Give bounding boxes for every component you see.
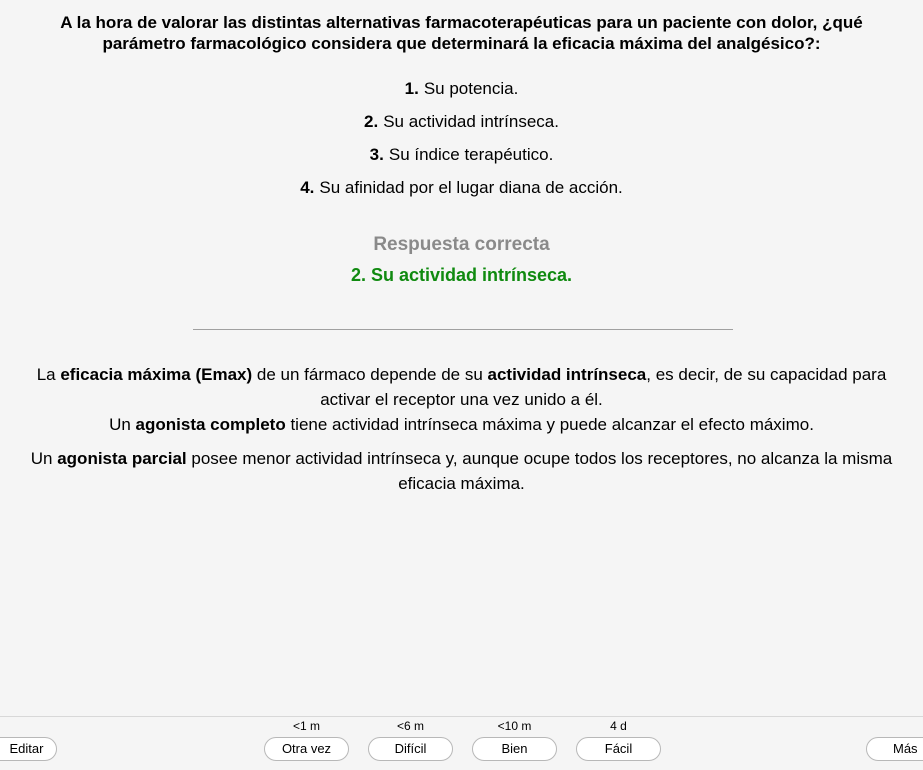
again-button[interactable]: Otra vez [264,737,349,761]
explanation-paragraph [10,362,913,412]
interval-label-again: <1 m [292,719,320,733]
option-item [0,176,923,209]
explanation-paragraph [10,412,913,437]
option-item [0,77,923,110]
more-button[interactable]: Más [866,737,923,761]
interval-label-easy: 4 d [610,719,627,733]
option-item [0,143,923,176]
options-list [0,77,923,209]
explanation-bold: agonista completo [135,415,286,434]
interval-label-good: <10 m [497,719,532,733]
explanation-text: La [36,365,61,384]
divider [193,329,733,330]
explanation [10,362,913,505]
interval-label-hard: <6 m [396,719,424,733]
option-text: Su índice terapéutico. [388,145,554,164]
option-text: Su actividad intrínseca. [383,112,559,131]
option-item [0,110,923,143]
hard-button[interactable]: Difícil [368,737,453,761]
question-text: A la hora de valorar las distintas alternativas farmacoterapéuticas para un paciente con dolor, ¿qué parámetro farmacológico considera que determinará la eficacia máxima del analgésico?: [60,13,863,53]
explanation-text: posee menor actividad intrínseca y, aunque ocupe todos los receptores, no alcanza la misma eficacia máxima. [186,449,893,493]
explanation-bold: actividad intrínseca [487,365,647,384]
option-number: 1. [404,79,419,98]
option-text: Su afinidad por el lugar diana de acción. [319,178,623,197]
explanation-text: tiene actividad intrínseca máxima y puede alcanzar el efecto máximo. [285,415,814,434]
answer-heading: Respuesta correcta [373,234,550,255]
correct-answer: 2. Su actividad intrínseca. [350,265,573,285]
option-number: 2. [364,112,379,131]
explanation-bold: eficacia máxima (Emax) [60,365,253,384]
explanation-text: , es decir, de su capacidad para activar el receptor una vez unido a él. [320,365,887,409]
explanation-text: Un [109,415,136,434]
option-number: 3. [369,145,384,164]
explanation-paragraph [10,446,913,496]
explanation-text: de un fármaco depende de su [252,365,488,384]
review-footer [0,716,923,770]
option-number: 4. [300,178,315,197]
easy-button[interactable]: Fácil [576,737,661,761]
explanation-bold: agonista parcial [57,449,187,468]
option-text: Su potencia. [423,79,519,98]
edit-button[interactable]: Editar [0,737,57,761]
good-button[interactable]: Bien [472,737,557,761]
explanation-text: Un [30,449,58,468]
